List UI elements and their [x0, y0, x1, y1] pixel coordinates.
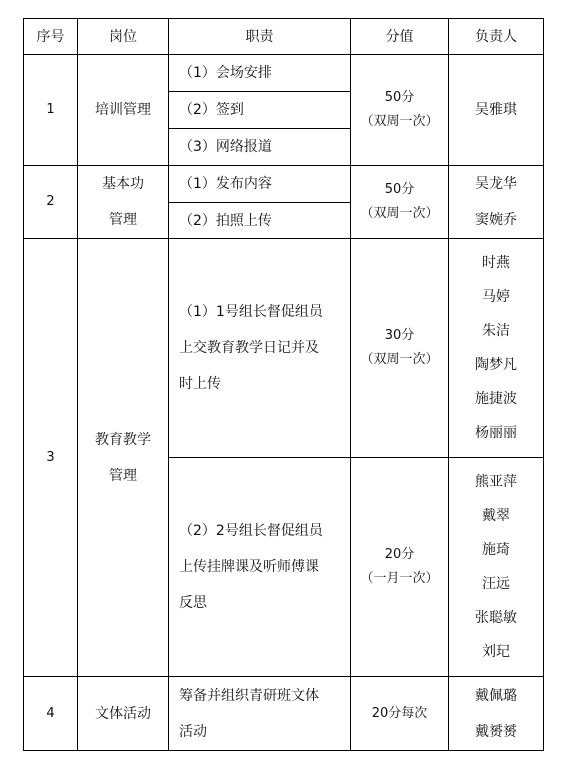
person-cell	[449, 458, 544, 677]
person-name: 马婷	[482, 289, 510, 305]
person-name: 施琦	[482, 542, 510, 558]
person-name: 戴赟赟	[475, 723, 517, 740]
person-name: 陶梦凡	[475, 357, 517, 373]
score-value: 50分	[384, 90, 415, 105]
duty-line: 活动	[179, 723, 207, 740]
person-cell: 吴雅琪	[449, 55, 544, 166]
duty-cell: （1）会场安排	[169, 55, 351, 92]
table-row	[24, 55, 544, 92]
duty-cell	[169, 239, 351, 458]
duty-line: （1）1号组长督促组员	[179, 304, 323, 320]
score-cell: 20分每次	[351, 677, 449, 751]
person-name: 吴龙华	[475, 176, 517, 192]
person-name: 朱洁	[482, 323, 510, 339]
table-row	[24, 239, 544, 458]
person-name: 窦婉乔	[475, 212, 517, 228]
post-cell: 文体活动	[78, 677, 169, 751]
post-line: 管理	[109, 212, 137, 228]
person-name: 戴佩璐	[475, 687, 517, 704]
header-cell-post: 岗位	[78, 19, 169, 55]
duty-line: 时上传	[179, 376, 221, 392]
person-cell	[449, 677, 544, 751]
score-cell	[351, 239, 449, 458]
person-name: 施捷波	[475, 391, 517, 407]
header-row	[24, 19, 544, 55]
row-number: 4	[24, 677, 78, 751]
duty-cell: （2）签到	[169, 92, 351, 129]
row-number: 1	[24, 55, 78, 166]
person-name: 戴翠	[482, 508, 510, 524]
table-row	[24, 677, 544, 751]
duty-line: 反思	[179, 595, 207, 611]
score-value: 30分	[384, 328, 415, 343]
score-cell	[351, 55, 449, 166]
table-row	[24, 166, 544, 203]
post-line: 基本功	[102, 176, 144, 192]
post-cell	[78, 166, 169, 239]
duty-cell: （3）网络报道	[169, 129, 351, 166]
person-name: 张聪敏	[475, 610, 517, 626]
duty-cell: （1）发布内容	[169, 166, 351, 203]
score-value: 50分	[384, 182, 415, 197]
duty-cell: （2）拍照上传	[169, 203, 351, 239]
header-cell-duty: 职责	[169, 19, 351, 55]
person-cell	[449, 239, 544, 458]
duty-cell	[169, 677, 351, 751]
person-name: 刘玘	[482, 644, 510, 660]
header-cell-person: 负责人	[449, 19, 544, 55]
score-frequency: （双周一次）	[360, 206, 439, 221]
duty-line: 上交教育教学日记并及	[179, 340, 319, 356]
person-name: 杨丽丽	[475, 425, 517, 441]
post-cell	[78, 239, 169, 677]
score-frequency: （一月一次）	[360, 571, 439, 586]
header-cell-no: 序号	[24, 19, 78, 55]
score-cell	[351, 458, 449, 677]
person-name: 汪远	[482, 576, 510, 592]
score-frequency: （双周一次）	[360, 114, 439, 129]
score-cell	[351, 166, 449, 239]
duty-line: 筹备并组织青研班文体	[179, 687, 319, 704]
duty-table	[23, 18, 544, 751]
person-name: 时燕	[482, 255, 510, 271]
duty-line: 上传挂牌课及听师傅课	[179, 559, 319, 575]
row-number: 2	[24, 166, 78, 239]
person-name: 熊亚萍	[475, 474, 517, 490]
score-frequency: （双周一次）	[360, 352, 439, 367]
person-cell	[449, 166, 544, 239]
header-cell-score: 分值	[351, 19, 449, 55]
post-line: 教育教学	[95, 431, 151, 448]
post-line: 管理	[109, 467, 137, 484]
duty-line: （2）2号组长督促组员	[179, 523, 323, 539]
post-cell: 培训管理	[78, 55, 169, 166]
row-number: 3	[24, 239, 78, 677]
score-value: 20分	[384, 547, 415, 562]
duty-cell	[169, 458, 351, 677]
